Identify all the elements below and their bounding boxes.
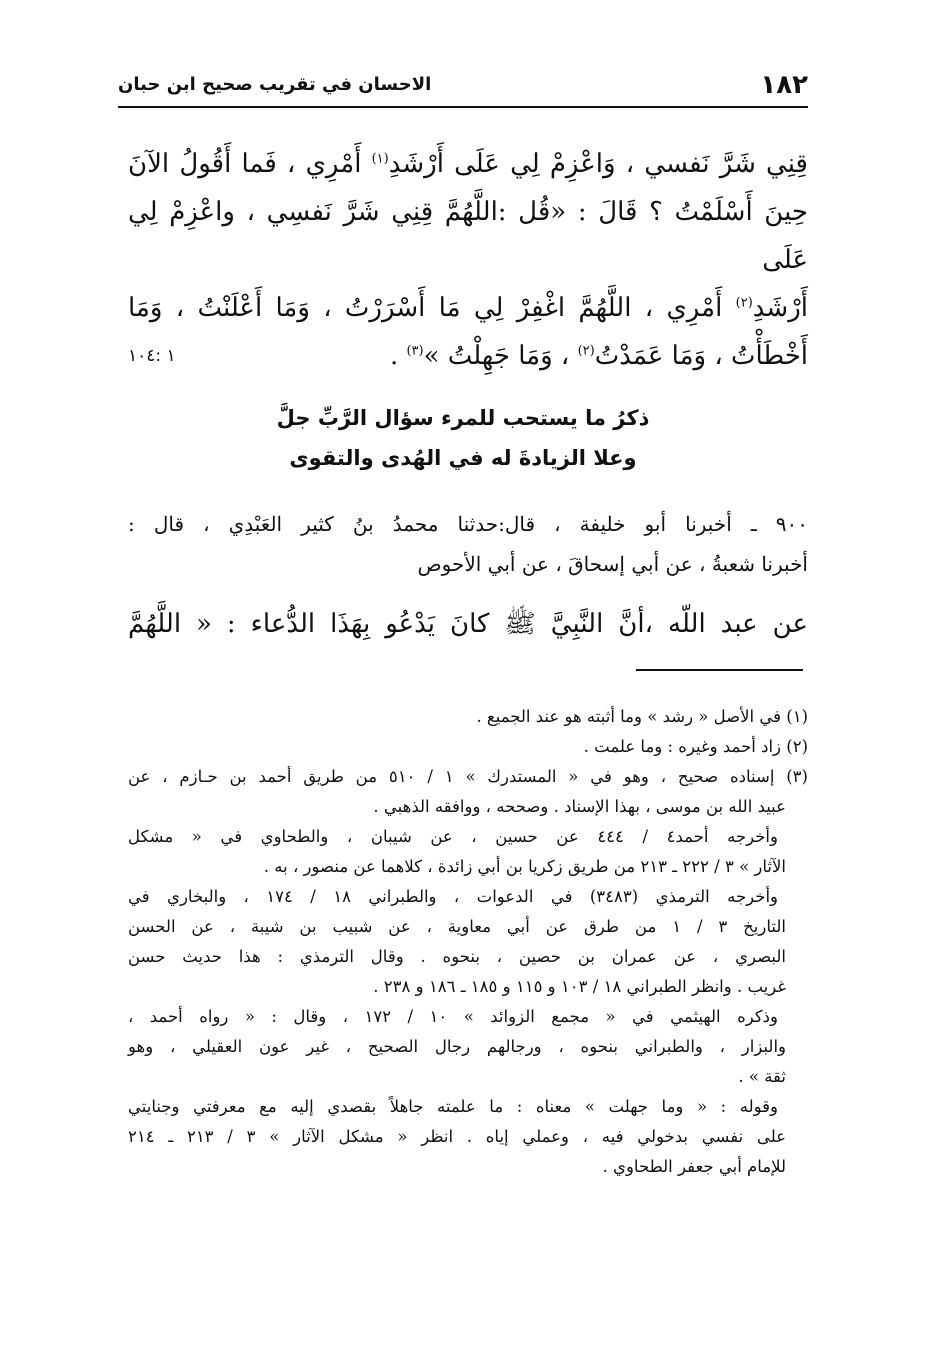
footnote-line: ثقة » . — [738, 1067, 786, 1086]
heading-line: ذكرُ ما يستحب للمرء سؤال الرَّبِّ جلَّ — [276, 406, 650, 430]
footnote-line: وذكره الهيثمي في « مجمع الزوائد » ١٠ / ١٧٢ ، وقال : « رواه أحمد ، — [128, 1007, 778, 1026]
chapter-heading — [118, 398, 808, 478]
footnote-1: (١) في الأصل « رشد » وما أثبته هو عند الجميع . — [476, 707, 808, 726]
footnote-rule — [636, 669, 803, 671]
footnote-marker: (٢) — [577, 343, 595, 359]
text-line: أخبرنا شعبةُ ، عن أبي إسحاقَ ، عن أبي الأحوص — [417, 552, 808, 576]
running-title: الاحسان في تقريب صحيح ابن حبان — [118, 74, 432, 95]
heading-line: وعلا الزيادةَ له في الهُدى والتقوى — [289, 446, 637, 470]
footnote-line: غريب . وانظر الطبراني ١٨ / ١٠٣ و ١١٥ و ١٨٥ ـ ١٨٦ و ٢٣٨ . — [373, 977, 786, 996]
footnote-line: وأخرجه أحمد٤ / ٤٤٤ عن حسين ، عن شيبان ، والطحاوي في « مشكل — [128, 827, 778, 846]
footnote-3: (٣) إسناده صحيح ، وهو في « المستدرك » ١ / ٥١٠ من طريق أحمد بن حـازم ، عن — [128, 767, 808, 786]
text-line: حِينَ أَسْلَمْتُ ؟ قَالَ : «قُل :اللَّهُمَّ قِنِي شَرَّ نَفسِي ، واعْزِمْ لِي عَلَى — [128, 197, 808, 275]
footnote-line: التاريخ ٣ / ١ من طرق عن أبي معاوية ، عن شبيب بن شيبة ، عن الحسن — [128, 917, 786, 936]
footnote-line: وأخرجه الترمذي (٣٤٨٣) في الدعوات ، والطبراني ١٨ / ١٧٤ ، والبخاري في — [128, 887, 778, 906]
text-line: ٩٠٠ ـ أخبرنا أبو خليفة ، قال:حدثنا محمدُ بنُ كثير العَبْدِي ، قال : — [128, 512, 808, 536]
footnote-line: والبزار ، والطبراني بنحوه ، ورجالهم رجال الصحيح ، غير عون العقيلي ، وهو — [128, 1037, 786, 1056]
text-line: أَخْطَأْتُ ، وَمَا عَمَدْتُ$^{(٢)}$ ، وَمَا جَهِلْتُ »$^{(٣)}$ . ١ :١٠٤ — [128, 332, 808, 380]
footnote-line: عبيد الله بن موسى ، بهذا الإسناد . وصححه ، ووافقه الذهبي . — [373, 797, 786, 816]
hadith-text — [128, 600, 808, 648]
text-line: عن عبد اللّه ،أنَّ النَّبِيَّ ﷺ كانَ يَدْعُو بِهَذَا الدُّعاء : « اللَّهُمَّ — [128, 609, 808, 639]
footnote-2: (٢) زاد أحمد وغيره : وما علمت . — [583, 737, 808, 756]
volume-reference: ١ :١٠٤ — [128, 346, 176, 366]
footnote-marker: (٣) — [406, 343, 424, 359]
footnote-line: الآثار » ٣ / ٢٢٢ ـ ٢١٣ من طريق زكريا بن أبي زائدة ، كلاهما عن منصور ، به . — [263, 857, 786, 876]
footnote-line: على نفسي بدخولي فيه ، وعملي إياه . انظر « مشكل الآثار » ٣ / ٢١٣ ـ ٢١٤ — [128, 1127, 786, 1146]
page-number: ١٨٢ — [760, 70, 808, 100]
page-header — [118, 68, 808, 108]
text-line: أَرْشَدِ$^{(٢)}$ أَمْرِي ، اللَّهُمَّ اغْفِرْ لِي مَا أَسْرَرْتُ ، وَمَا أَعْلَنْتُ ، وَمَا — [128, 293, 808, 323]
text-line: قِنِي شَرَّ نَفسي ، وَاعْزِمْ لِي عَلَى أَرْشَدِ$^{(١)}$ أَمْرِي ، فَما أَقُولُ الآنَ — [128, 149, 808, 179]
footnote-marker: (١) — [371, 151, 389, 167]
footnote-line: للإمام أبي جعفر الطحاوي . — [602, 1157, 786, 1176]
footnotes — [128, 702, 808, 1182]
hadith-continuation — [128, 140, 808, 380]
footnote-line: البصري ، عن عمران بن حصين ، بنحوه . وقال الترمذي : هذا حديث حسن — [128, 947, 786, 966]
isnad-chain — [128, 504, 808, 584]
footnote-marker: (٢) — [735, 295, 753, 311]
footnote-line: وقوله : « وما جهلت » معناه : ما علمته جاهلاً بقصدي إليه مع معرفتي وجنايتي — [128, 1097, 778, 1116]
header-rule — [118, 106, 808, 108]
